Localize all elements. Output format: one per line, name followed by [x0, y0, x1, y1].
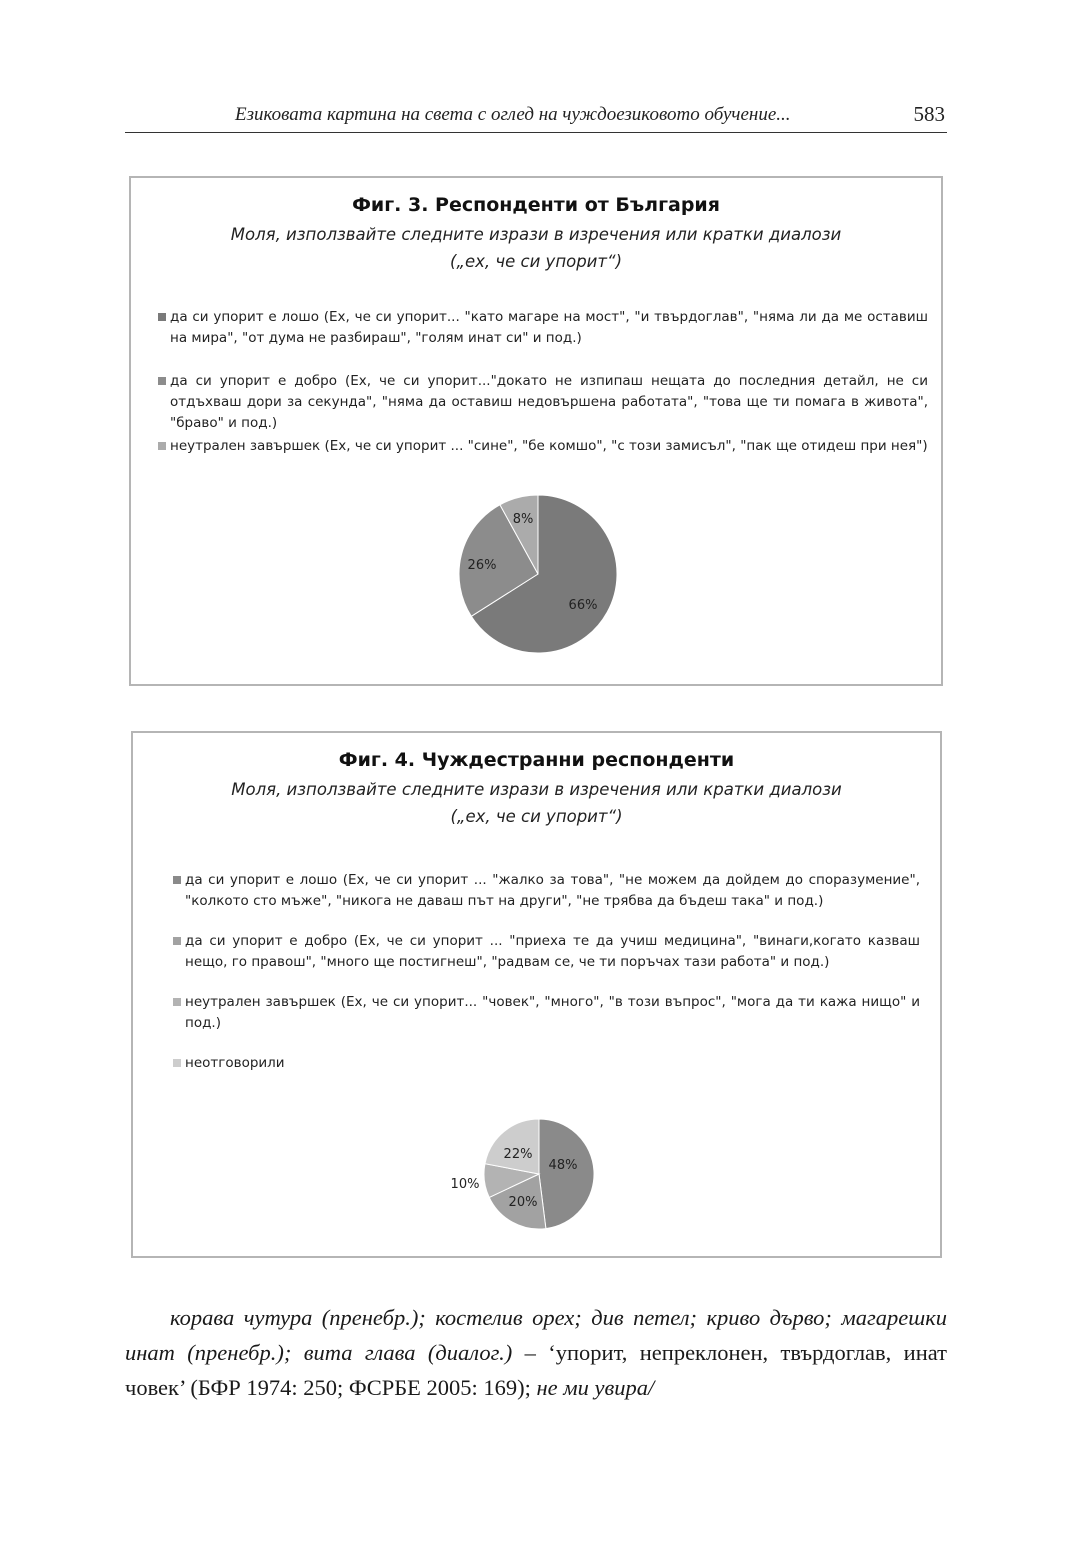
body-text-italic: корава чутура (пренебр.); костелив орех; див петел; криво дърво; магарешки инат (пренебр.); вита глава (диалог.): [125, 1305, 947, 1365]
figure-3-pie-chart: [131, 178, 941, 683]
pie-slice: [539, 1119, 594, 1229]
running-title: Езиковата картина на света с оглед на чуждоезиковото обучение...: [235, 104, 791, 125]
figure-4-subtitle-line1: Моля, използвайте следните изрази в изречения или кратки диалози: [231, 780, 842, 799]
body-paragraph: [125, 1300, 947, 1405]
body-text-italic-end: не ми увира/: [536, 1375, 655, 1400]
pie-data-label: 20%: [508, 1195, 538, 1210]
figure-4: [131, 731, 942, 1258]
legend-text: да си упорит е лошо (Ех, че си упорит... "като магаре на мост", "и твърдоглав", "няма ли да ме оставиш на мира", "от дума не разбираш", "голям инат си" и под.): [170, 309, 928, 346]
pie-data-label: 22%: [503, 1147, 533, 1162]
legend-text: неутрален завършек (Ех, че си упорит... "човек", "много", "в този въпрос", "мога да ти кажа нищо" и под.): [185, 994, 920, 1031]
pie-data-label: 66%: [568, 598, 598, 613]
figure-3-subtitle-line1: Моля, използвайте следните изрази в изречения или кратки диалози: [230, 225, 842, 244]
legend-text: неутрален завършек (Ех, че си упорит ... "сине", "бе комшо", "с този замисъл", "пак ще отидеш при нея"): [170, 438, 928, 454]
figure-4-pie-chart: [133, 733, 940, 1255]
figure-4-subtitle-line2: („ех, че си упорит“): [450, 807, 623, 826]
legend-text: да си упорит е добро (Ех, че си упорит ... "приеха те да учиш медицина", "винаги,когато казваш нещо, го правош", "много ще постигнеш", "радвам се, че ти поръчах тази работа" и под.): [185, 933, 920, 970]
body-text-regular: – ‘упорит, непреклонен, твърдоглав, инат човек’ (БФР 1974: 250; ФСРБЕ 2005: 169);: [125, 1340, 947, 1400]
figure-4-title: Фиг. 4. Чуждестранни респонденти: [338, 749, 735, 771]
page-number: 583: [913, 102, 945, 126]
legend-text: да си упорит е лошо (Ех, че си упорит ... "жалко за това", "не можем да дойдем до споразумение", "колкото сто мъже", "никога не даваш път на други", "не трябва да бъдеш така" и под.): [185, 872, 920, 909]
pie-data-label: 26%: [467, 558, 497, 573]
pie-data-label: 10%: [450, 1177, 480, 1192]
pie-data-label: 48%: [548, 1158, 578, 1173]
legend-text: неотговорили: [185, 1055, 285, 1071]
pie-data-label: 8%: [512, 512, 534, 527]
running-head: [125, 100, 947, 133]
legend-text: да си упорит е добро (Ех, че си упорит..."докато не изпипаш нещата до последния детайл, не си отдъхваш дори за секунда", "няма да оставиш недовършена работата", "това ще ти помага в живота", "браво" и под.): [170, 373, 928, 431]
figure-3-title: Фиг. 3. Респонденти от България: [352, 194, 720, 216]
figure-3-subtitle-line2: („ех, че си упорит“): [449, 252, 623, 271]
figure-3: [129, 176, 943, 686]
